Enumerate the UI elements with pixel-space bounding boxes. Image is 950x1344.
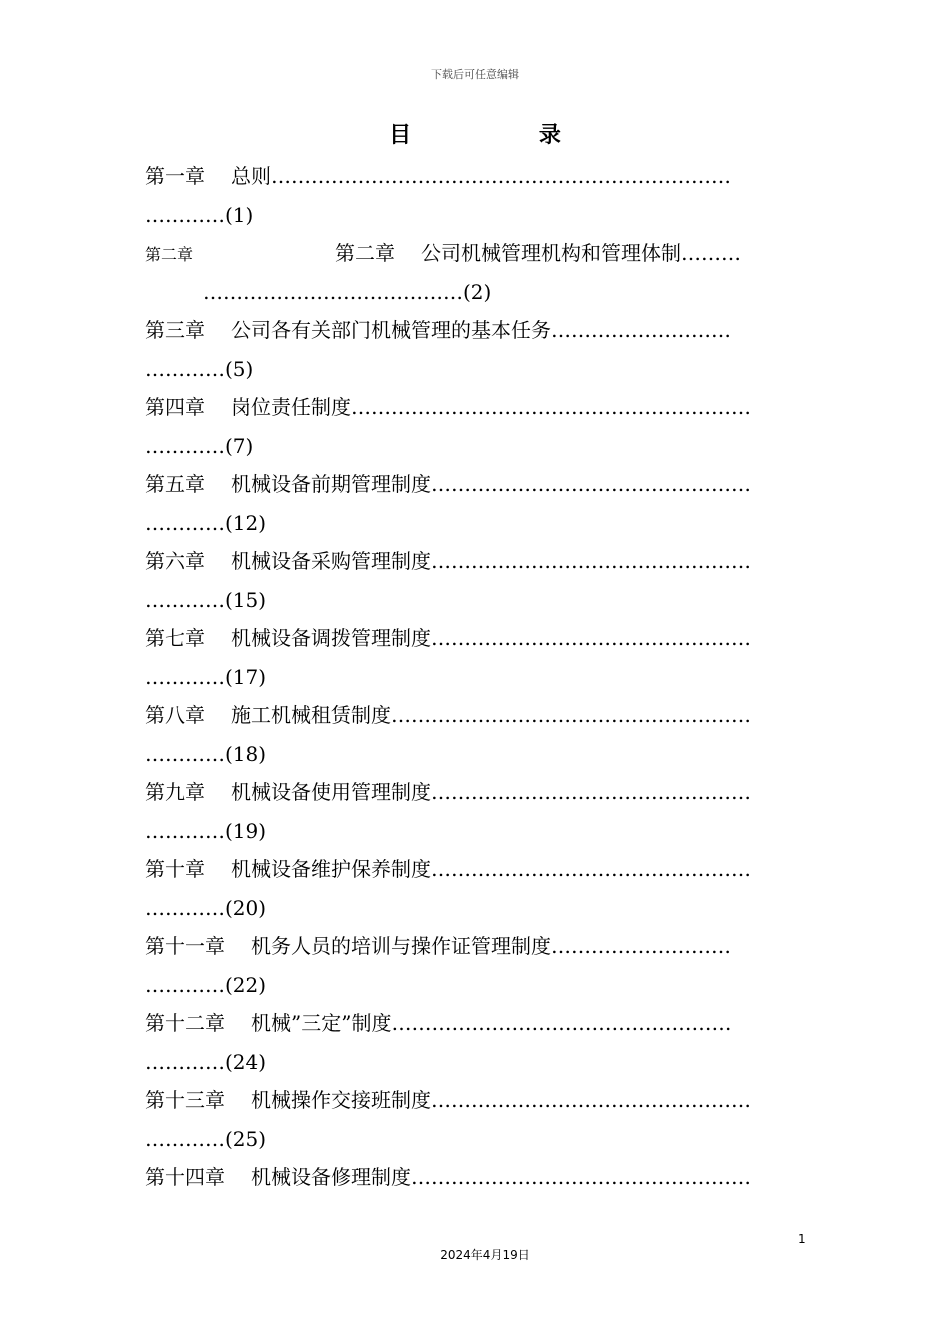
leader-dots: …………	[145, 664, 225, 689]
leader-dots: …………	[145, 1049, 225, 1074]
page-ref: (24)	[225, 1049, 267, 1074]
header-note: 下载后可任意编辑	[431, 68, 519, 81]
toc-entry-line	[145, 966, 805, 1005]
leader-dots: …………	[145, 895, 225, 920]
toc-entry-13[interactable]	[145, 1081, 805, 1158]
toc-entry-line	[145, 773, 805, 812]
leader-dots: ……………………………………………………	[351, 395, 751, 419]
toc-entry-line	[145, 619, 805, 658]
page-ref: (25)	[225, 1126, 267, 1151]
toc-entry-line	[145, 427, 805, 466]
chapter-number: 第十二章	[145, 1011, 225, 1035]
chapter-number: 第六章	[145, 549, 205, 573]
chapter-number: 第四章	[145, 395, 205, 419]
toc-entry-3[interactable]	[145, 311, 805, 388]
chapter-title: 机械设备修理制度	[251, 1165, 411, 1189]
toc-entry-line	[145, 1081, 805, 1120]
toc-entry-line	[145, 1120, 805, 1159]
leader-dots: …………………………………………	[431, 472, 751, 496]
page-ref: (1)	[225, 202, 254, 227]
leader-dots: …………………………………………	[431, 549, 751, 573]
chapter-number: 第二章	[335, 241, 395, 265]
leader-dots: …………	[145, 741, 225, 766]
toc-entry-line	[145, 196, 805, 235]
page-ref: (20)	[225, 895, 267, 920]
page-ref: (22)	[225, 972, 267, 997]
toc-entry-line	[145, 1004, 805, 1043]
chapter-title: 岗位责任制度	[231, 395, 351, 419]
leader-dots: …………………………………………	[431, 1088, 751, 1112]
page-ref: (17)	[225, 664, 267, 689]
chapter-title: 机械操作交接班制度	[251, 1088, 431, 1112]
leader-dots: …………………………………………	[431, 780, 751, 804]
chapter-title: 机械设备调拨管理制度	[231, 626, 431, 650]
leader-dots: ………………………………………………	[391, 703, 751, 727]
leader-dots: …………	[145, 510, 225, 535]
leader-dots: …………	[145, 433, 225, 458]
toc-entry-line	[145, 812, 805, 851]
toc-entry-line	[145, 850, 805, 889]
toc-entry-line	[145, 465, 805, 504]
page-ref: (19)	[225, 818, 267, 843]
chapter-title: 公司各有关部门机械管理的基本任务	[231, 318, 551, 342]
chapter-title: 机务人员的培训与操作证管理制度	[251, 934, 551, 958]
chapter-label: 第二章	[145, 245, 194, 264]
leader-dots: ……………………………………………	[391, 1011, 732, 1035]
toc-entry-line	[145, 273, 805, 312]
leader-dots: …………	[145, 356, 225, 381]
page-ref: (12)	[225, 510, 267, 535]
chapter-title: 总则	[231, 164, 271, 188]
leader-dots: ………	[681, 241, 741, 265]
chapter-number: 第十一章	[145, 934, 225, 958]
leader-dots: ………………………	[551, 318, 731, 342]
chapter-title: 机械设备维护保养制度	[231, 857, 431, 881]
toc-entry-5[interactable]	[145, 465, 805, 542]
toc-entry-line	[145, 581, 805, 620]
toc-entry-line	[145, 889, 805, 928]
chapter-number: 第八章	[145, 703, 205, 727]
leader-dots: …………	[145, 972, 225, 997]
page-number: 1	[798, 1232, 806, 1246]
leader-dots: …………………………………………	[431, 857, 751, 881]
chapter-number: 第十章	[145, 857, 205, 881]
leader-dots: …………	[145, 1126, 225, 1151]
chapter-number: 第五章	[145, 472, 205, 496]
toc-entry-line	[145, 696, 805, 735]
chapter-number: 第一章	[145, 164, 205, 188]
leader-dots: …………	[145, 587, 225, 612]
toc-entry-line	[145, 234, 805, 273]
toc-entry-4[interactable]	[145, 388, 805, 465]
chapter-title: 机械设备使用管理制度	[231, 780, 431, 804]
toc-entry-line	[145, 388, 805, 427]
chapter-title: 公司机械管理机构和管理体制	[421, 241, 681, 265]
toc-entry-14[interactable]	[145, 1158, 805, 1197]
chapter-number: 第七章	[145, 626, 205, 650]
leader-dots: ……………………………………………………………	[271, 164, 731, 188]
chapter-number: 第十三章	[145, 1088, 225, 1112]
toc-entry-line	[145, 658, 805, 697]
toc-entry-12[interactable]	[145, 1004, 805, 1081]
toc-entry-9[interactable]	[145, 773, 805, 850]
page-ref: (18)	[225, 741, 267, 766]
leader-dots: ……………………………………………	[411, 1165, 751, 1189]
toc-entry-line	[145, 735, 805, 774]
toc-entry-2[interactable]	[145, 234, 805, 311]
chapter-title: 机械”三定”制度	[251, 1011, 392, 1035]
page-ref: (2)	[463, 279, 492, 304]
toc-title: 目 录	[389, 122, 621, 148]
toc-entry-line	[145, 311, 805, 350]
toc-entry-line	[145, 157, 805, 196]
chapter-number: 第十四章	[145, 1165, 225, 1189]
toc-entry-line	[145, 542, 805, 581]
page-ref: (5)	[225, 356, 254, 381]
leader-dots: …………	[145, 818, 225, 843]
toc-entry-8[interactable]	[145, 696, 805, 773]
chapter-title: 机械设备前期管理制度	[231, 472, 431, 496]
toc-entry-7[interactable]	[145, 619, 805, 696]
toc-entry-1[interactable]	[145, 157, 805, 234]
page-ref: (15)	[225, 587, 267, 612]
leader-dots: …………………………………………	[431, 626, 751, 650]
toc-entry-line	[145, 504, 805, 543]
toc-entry-11[interactable]	[145, 927, 805, 1004]
chapter-title: 机械设备采购管理制度	[231, 549, 431, 573]
leader-dots: …………………………………	[203, 279, 463, 304]
chapter-title: 施工机械租赁制度	[231, 703, 391, 727]
toc-entry-6[interactable]	[145, 542, 805, 619]
page-ref: (7)	[225, 433, 254, 458]
toc-entry-line	[145, 1158, 805, 1197]
toc-entry-line	[145, 350, 805, 389]
table-of-contents	[145, 157, 805, 1197]
chapter-number: 第三章	[145, 318, 205, 342]
leader-dots: ………………………	[551, 934, 731, 958]
toc-entry-line	[145, 1043, 805, 1082]
leader-dots: …………	[145, 202, 225, 227]
toc-entry-10[interactable]	[145, 850, 805, 927]
toc-entry-line	[145, 927, 805, 966]
chapter-number: 第九章	[145, 780, 205, 804]
footer-date: 2024年4月19日	[440, 1248, 530, 1262]
